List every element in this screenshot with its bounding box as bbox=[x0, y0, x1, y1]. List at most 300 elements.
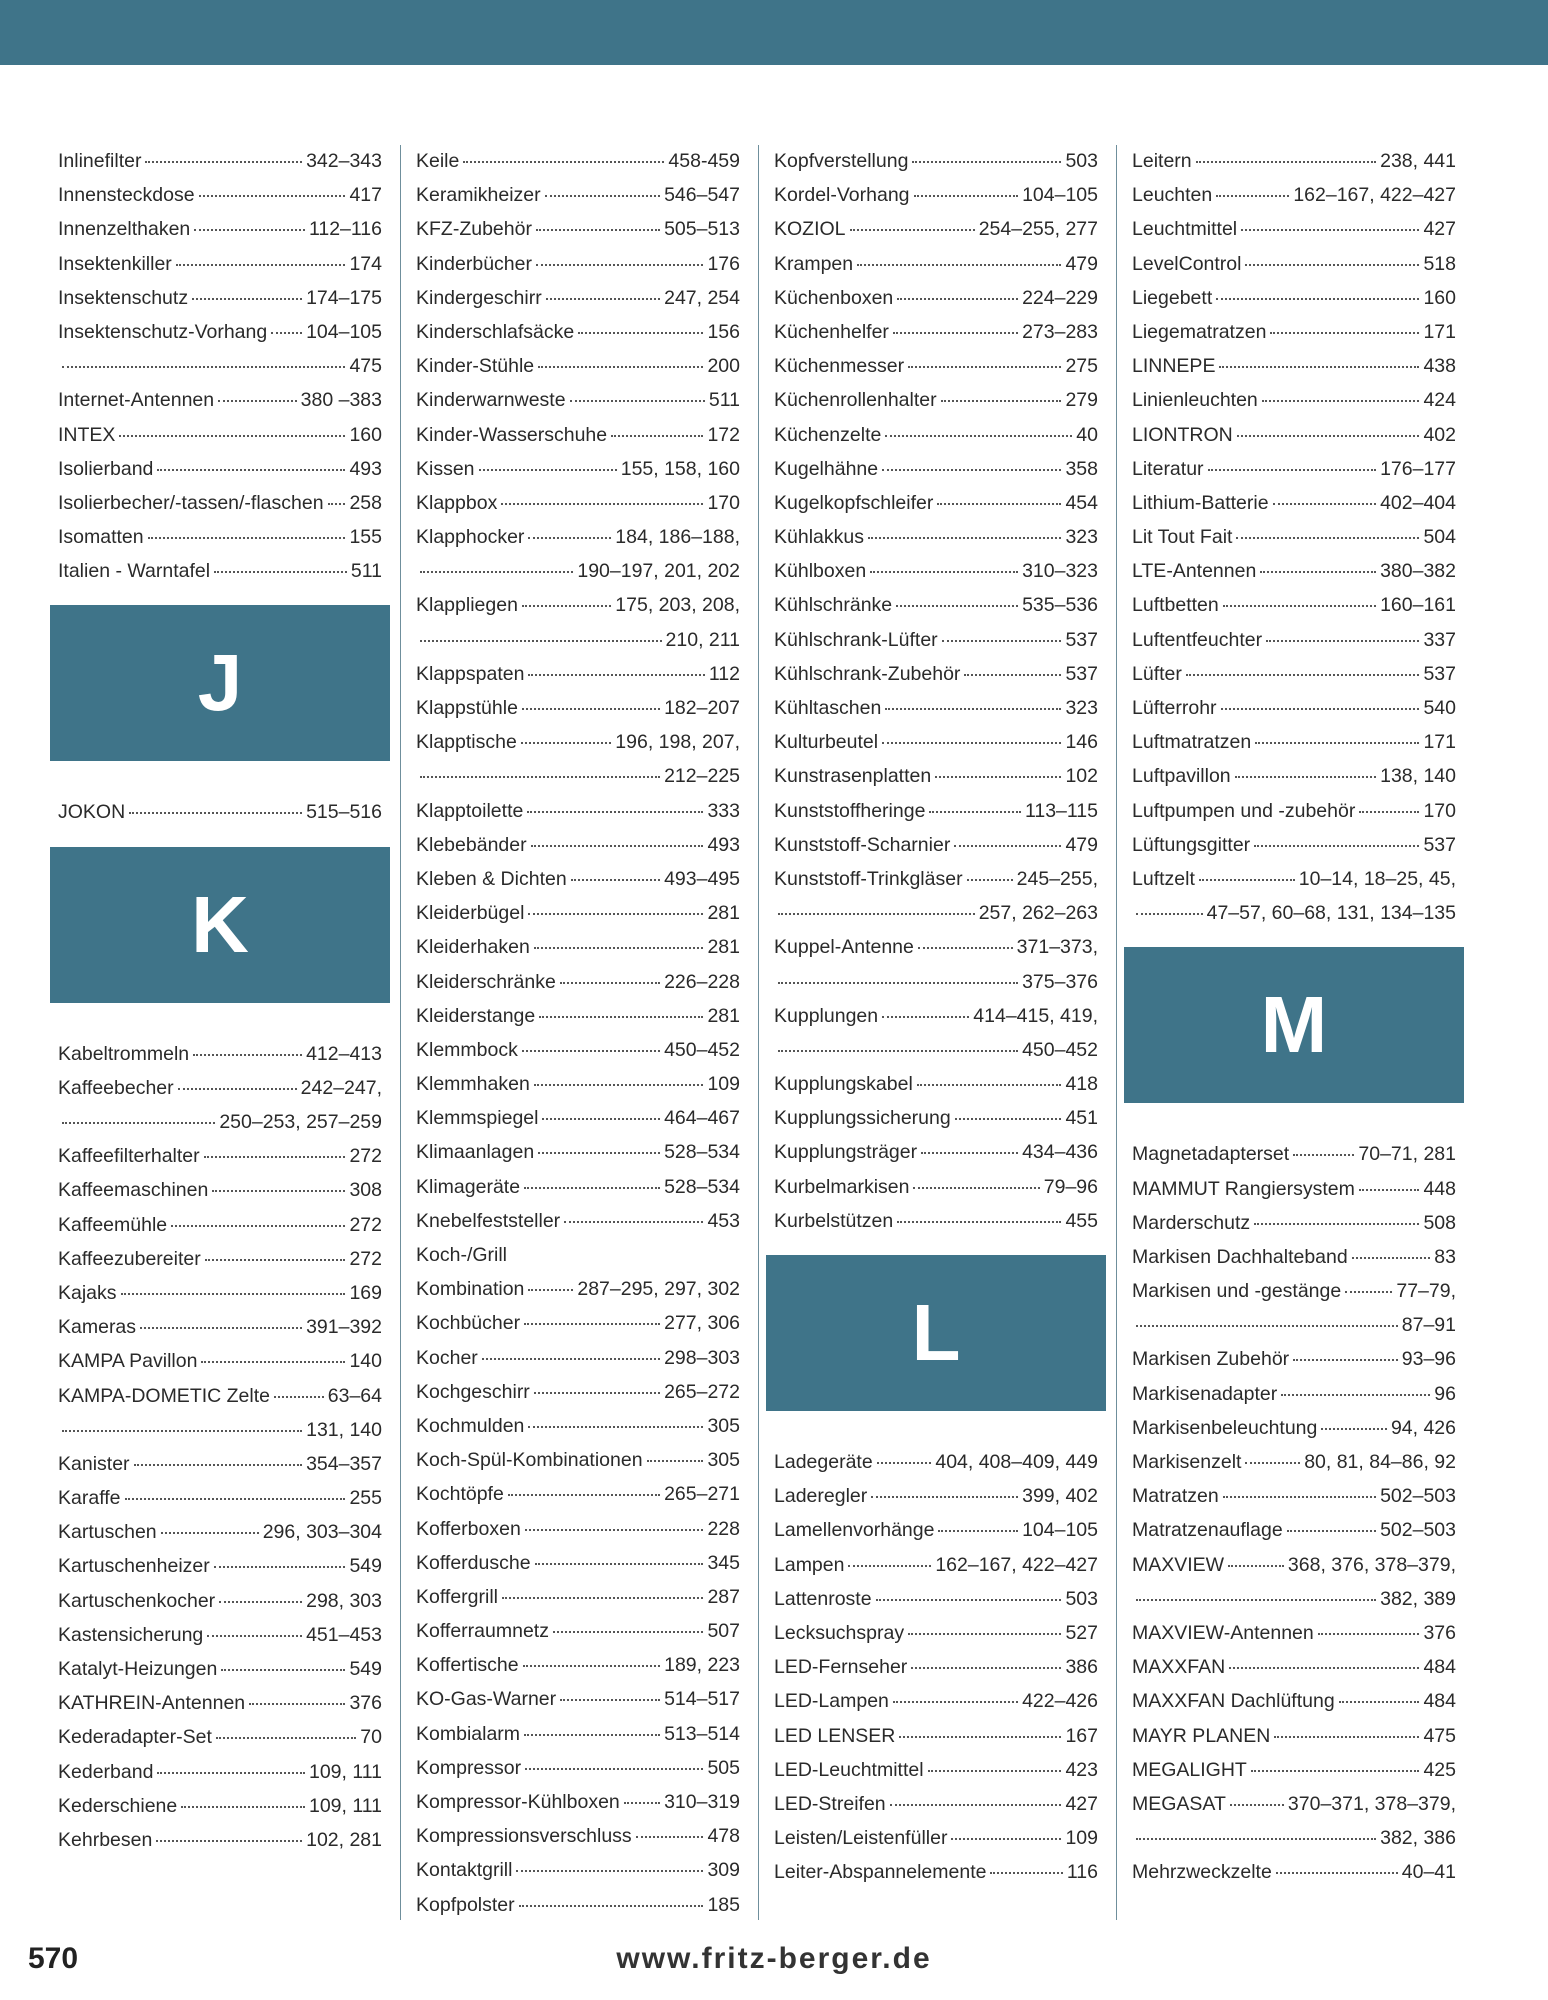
dot-leader bbox=[140, 1326, 302, 1329]
section-letter-k: K bbox=[50, 847, 390, 1003]
entry-pages: 484 bbox=[1423, 1656, 1456, 1679]
entry-term: Leuchten bbox=[1132, 184, 1213, 207]
entry-term: Klemmbock bbox=[416, 1038, 518, 1061]
entry-term: KOZIOL bbox=[774, 218, 846, 241]
entry-pages: 527 bbox=[1065, 1621, 1098, 1644]
entry-term: Luftpavillon bbox=[1132, 765, 1231, 788]
column-divider bbox=[1116, 145, 1117, 1920]
entry-pages: 417 bbox=[349, 184, 382, 207]
dot-leader bbox=[1345, 1290, 1392, 1293]
entry-term: LTE-Antennen bbox=[1132, 560, 1257, 583]
index-entry bbox=[50, 178, 390, 212]
entry-term: Luftmatratzen bbox=[1132, 731, 1252, 754]
dot-leader bbox=[62, 1121, 215, 1124]
index-entry bbox=[766, 418, 1106, 452]
dot-leader bbox=[951, 1837, 1061, 1840]
index-entry bbox=[50, 1549, 390, 1583]
entry-term: Kartuschenkocher bbox=[58, 1589, 216, 1612]
index-entry bbox=[1124, 349, 1464, 383]
dot-leader bbox=[1136, 1598, 1376, 1601]
entry-pages: 371–373, bbox=[1016, 936, 1098, 959]
dot-leader bbox=[1262, 399, 1420, 402]
entry-pages: 47–57, 60–68, 131, 134–135 bbox=[1206, 902, 1456, 925]
entry-term: Kühlschrank-Zubehör bbox=[774, 662, 961, 685]
entry-pages: 537 bbox=[1423, 833, 1456, 856]
index-entry bbox=[766, 623, 1106, 657]
dot-leader bbox=[1359, 1188, 1420, 1191]
index-entry bbox=[50, 1208, 390, 1242]
dot-leader bbox=[534, 946, 704, 949]
entry-pages: 279 bbox=[1065, 389, 1098, 412]
section-letter-l: L bbox=[766, 1255, 1106, 1411]
entry-term: Klapptische bbox=[416, 731, 517, 754]
entry-term: Kehrbesen bbox=[58, 1828, 153, 1851]
entry-term: Kartuschenheizer bbox=[58, 1555, 210, 1578]
dot-leader bbox=[199, 194, 346, 197]
index-entry bbox=[50, 554, 390, 588]
entry-term: Kochmulden bbox=[416, 1414, 525, 1437]
entry-pages: 113–115 bbox=[1024, 799, 1098, 822]
dot-leader bbox=[201, 1360, 345, 1363]
index-entry bbox=[766, 1821, 1106, 1855]
index-entry bbox=[1124, 1172, 1464, 1206]
entry-pages: 448 bbox=[1423, 1177, 1456, 1200]
dot-leader bbox=[542, 1117, 660, 1120]
index-entry bbox=[408, 1477, 748, 1511]
index-entry bbox=[766, 1719, 1106, 1753]
index-entry bbox=[408, 828, 748, 862]
index-entry bbox=[408, 794, 748, 828]
entry-term: Kulturbeutel bbox=[774, 731, 879, 754]
entry-term: Koffertische bbox=[416, 1654, 519, 1677]
index-entry bbox=[50, 1344, 390, 1378]
index-entry bbox=[408, 1546, 748, 1580]
dot-leader bbox=[420, 775, 660, 778]
entry-term: Kompressor bbox=[416, 1756, 522, 1779]
entry-term: Kabeltrommeln bbox=[58, 1042, 190, 1065]
entry-term: Kartuschen bbox=[58, 1521, 157, 1544]
entry-term: Leitern bbox=[1132, 150, 1192, 172]
entry-term: Kinderbücher bbox=[416, 252, 532, 275]
dot-leader bbox=[1254, 1222, 1419, 1225]
entry-term: Liegebett bbox=[1132, 286, 1213, 309]
index-entry bbox=[1124, 828, 1464, 862]
entry-pages: 155, 158, 160 bbox=[620, 457, 740, 480]
entry-pages: 537 bbox=[1065, 628, 1098, 651]
entry-pages: 518 bbox=[1423, 252, 1456, 275]
entry-pages: 155 bbox=[349, 526, 382, 549]
entry-pages: 479 bbox=[1065, 252, 1098, 275]
dot-leader bbox=[935, 775, 1061, 778]
dot-leader bbox=[1236, 536, 1419, 539]
index-entry bbox=[766, 281, 1106, 315]
index-entry bbox=[408, 1785, 748, 1819]
dot-leader bbox=[1216, 194, 1289, 197]
entry-term: Marderschutz bbox=[1132, 1211, 1251, 1234]
index-entry bbox=[408, 520, 748, 554]
entry-pages: 70 bbox=[360, 1726, 382, 1749]
entry-pages: 255 bbox=[349, 1487, 382, 1510]
entry-term: Kühlboxen bbox=[774, 560, 867, 583]
entry-pages: 109, 111 bbox=[308, 1794, 382, 1817]
dot-leader bbox=[778, 912, 975, 915]
dot-leader bbox=[1235, 775, 1376, 778]
entry-pages: 493 bbox=[349, 457, 382, 480]
index-entry bbox=[1124, 1342, 1464, 1376]
entry-term: Kugelhähne bbox=[774, 457, 879, 480]
column-divider bbox=[758, 145, 759, 1920]
index-entry bbox=[766, 1684, 1106, 1718]
entry-pages: 265–272 bbox=[664, 1380, 740, 1403]
index-entry bbox=[766, 1787, 1106, 1821]
entry-term: Lecksuchspray bbox=[774, 1621, 905, 1644]
entry-term: JOKON bbox=[58, 801, 126, 824]
entry-pages: 281 bbox=[707, 1004, 740, 1027]
entry-pages: 422–426 bbox=[1022, 1690, 1098, 1713]
index-entry bbox=[1124, 759, 1464, 793]
index-entry bbox=[408, 1101, 748, 1135]
index-entry bbox=[766, 520, 1106, 554]
dot-leader bbox=[121, 1292, 346, 1295]
entry-term: Markisenzelt bbox=[1132, 1451, 1242, 1473]
entry-pages: 160 bbox=[349, 423, 382, 446]
entry-pages: 425 bbox=[1423, 1758, 1456, 1781]
index-entry bbox=[50, 212, 390, 246]
entry-pages: 507 bbox=[707, 1620, 740, 1643]
entry-pages: 104–105 bbox=[1022, 184, 1098, 207]
entry-term: Internet-Antennen bbox=[58, 389, 215, 412]
entry-pages: 342–343 bbox=[306, 150, 382, 172]
entry-pages: 528–534 bbox=[664, 1141, 740, 1164]
entry-term: LINNEPE bbox=[1132, 355, 1216, 378]
dot-leader bbox=[546, 297, 660, 300]
index-entry bbox=[50, 1481, 390, 1515]
entry-term: MAXVIEW bbox=[1132, 1553, 1225, 1576]
index-entry bbox=[766, 1855, 1106, 1889]
entry-term: KAMPA-DOMETIC Zelte bbox=[58, 1384, 270, 1407]
entry-term: LED-Lampen bbox=[774, 1690, 889, 1713]
entry-pages: 505–513 bbox=[664, 218, 740, 241]
index-entry bbox=[50, 1823, 390, 1857]
entry-pages: 464–467 bbox=[664, 1107, 740, 1130]
dot-leader bbox=[522, 1049, 660, 1052]
index-entry bbox=[50, 1515, 390, 1549]
entry-pages: 535–536 bbox=[1022, 594, 1098, 617]
dot-leader bbox=[156, 1839, 302, 1842]
entry-pages: 162–167, 422–427 bbox=[935, 1553, 1098, 1576]
entry-pages: 375–376 bbox=[1022, 970, 1098, 993]
entry-term: Kugelkopfschleifer bbox=[774, 491, 934, 514]
index-entry bbox=[50, 281, 390, 315]
dot-leader bbox=[850, 228, 975, 231]
dot-leader bbox=[954, 844, 1061, 847]
dot-leader bbox=[539, 1015, 703, 1018]
index-entry bbox=[50, 1413, 390, 1447]
dot-leader bbox=[1223, 1495, 1376, 1498]
dot-leader bbox=[523, 1664, 660, 1667]
entry-pages: 247, 254 bbox=[664, 286, 740, 309]
entry-pages: 382, 386 bbox=[1380, 1827, 1456, 1850]
index-entry bbox=[766, 1204, 1106, 1238]
entry-pages: 258 bbox=[349, 491, 382, 514]
index-entry bbox=[766, 1067, 1106, 1101]
index-entry bbox=[1124, 144, 1464, 178]
dot-leader bbox=[129, 811, 302, 814]
entry-term: LED-Leuchtmittel bbox=[774, 1758, 924, 1781]
dot-leader bbox=[1276, 1871, 1398, 1874]
entry-term: INTEX bbox=[58, 423, 116, 446]
dot-leader bbox=[1251, 1769, 1420, 1772]
entry-pages: 277, 306 bbox=[664, 1312, 740, 1335]
index-entry bbox=[50, 1276, 390, 1310]
entry-pages: 414–415, 419, bbox=[973, 1004, 1098, 1027]
dot-leader bbox=[531, 844, 704, 847]
entry-pages: 70–71, 281 bbox=[1358, 1143, 1456, 1166]
index-entry bbox=[1124, 1821, 1464, 1855]
dot-leader bbox=[1216, 297, 1419, 300]
index-entry bbox=[50, 1071, 390, 1105]
dot-leader bbox=[420, 639, 662, 642]
entry-term: Kühltaschen bbox=[774, 697, 882, 719]
entry-pages: 305 bbox=[707, 1449, 740, 1472]
index-entry bbox=[50, 486, 390, 520]
entry-term: Kopfpolster bbox=[416, 1893, 515, 1916]
entry-pages: 104–105 bbox=[306, 320, 382, 343]
top-banner bbox=[0, 0, 1548, 65]
entry-pages: 493–495 bbox=[664, 867, 740, 890]
dot-leader bbox=[1245, 1461, 1300, 1464]
index-entry bbox=[408, 1238, 748, 1272]
entry-pages: 80, 81, 84–86, 92 bbox=[1304, 1451, 1456, 1473]
index-entry bbox=[408, 725, 748, 759]
entry-pages: 503 bbox=[1065, 1587, 1098, 1610]
entry-pages: 210, 211 bbox=[665, 628, 740, 651]
index-entry bbox=[1124, 896, 1464, 930]
dot-leader bbox=[193, 1053, 302, 1056]
index-entry bbox=[1124, 554, 1464, 588]
index-entry bbox=[50, 1755, 390, 1789]
entry-pages: 109, 111 bbox=[308, 1760, 382, 1783]
index-column-3 bbox=[766, 144, 1106, 1889]
dot-leader bbox=[535, 1562, 704, 1565]
entry-pages: 77–79, bbox=[1396, 1280, 1456, 1303]
index-entry bbox=[408, 1375, 748, 1409]
dot-leader bbox=[274, 1395, 324, 1398]
dot-leader bbox=[148, 536, 346, 539]
entry-pages: 287 bbox=[707, 1585, 740, 1608]
dot-leader bbox=[522, 707, 660, 710]
index-entry bbox=[766, 1135, 1106, 1169]
dot-leader bbox=[1223, 604, 1376, 607]
dot-leader bbox=[1270, 331, 1419, 334]
index-entry bbox=[408, 486, 748, 520]
entry-pages: 475 bbox=[1423, 1724, 1456, 1747]
entry-pages: 308 bbox=[349, 1179, 382, 1202]
entry-pages: 427 bbox=[1423, 218, 1456, 241]
dot-leader bbox=[897, 1220, 1061, 1223]
dot-leader bbox=[1352, 1256, 1431, 1259]
index-entry bbox=[766, 794, 1106, 828]
index-entry bbox=[766, 896, 1106, 930]
entry-term: Lattenroste bbox=[774, 1587, 872, 1610]
entry-pages: 171 bbox=[1423, 731, 1456, 754]
entry-term: Matratzenauflage bbox=[1132, 1519, 1283, 1542]
dot-leader bbox=[893, 331, 1018, 334]
dot-leader bbox=[882, 741, 1061, 744]
index-entry bbox=[408, 896, 748, 930]
index-entry bbox=[50, 1584, 390, 1618]
entry-pages: 549 bbox=[349, 1658, 382, 1680]
entry-pages: 380 –383 bbox=[300, 389, 382, 412]
dot-leader bbox=[1359, 810, 1419, 813]
index-entry bbox=[1124, 1719, 1464, 1753]
index-entry bbox=[1124, 1411, 1464, 1445]
index-entry bbox=[408, 965, 748, 999]
index-entry bbox=[50, 383, 390, 417]
entry-term: MAXXFAN Dachlüftung bbox=[1132, 1690, 1335, 1713]
entry-pages: 190–197, 201, 202 bbox=[577, 560, 740, 583]
index-entry bbox=[408, 212, 748, 246]
entry-pages: 502–503 bbox=[1380, 1485, 1456, 1508]
entry-pages: 382, 389 bbox=[1380, 1587, 1456, 1610]
entry-term: LIONTRON bbox=[1132, 423, 1233, 446]
entry-pages: 287–295, 297, 302 bbox=[577, 1278, 740, 1301]
dot-leader bbox=[157, 468, 345, 471]
dot-leader bbox=[912, 160, 1061, 163]
index-entry bbox=[50, 144, 390, 178]
entry-pages: 514–517 bbox=[664, 1688, 740, 1711]
entry-pages: 333 bbox=[707, 799, 740, 822]
entry-pages: 96 bbox=[1434, 1382, 1456, 1405]
dot-leader bbox=[528, 1425, 703, 1428]
index-entry bbox=[408, 383, 748, 417]
index-entry bbox=[766, 178, 1106, 212]
dot-leader bbox=[527, 810, 703, 813]
index-entry bbox=[408, 1306, 748, 1340]
entry-pages: 376 bbox=[349, 1692, 382, 1715]
index-entry bbox=[408, 1888, 748, 1922]
index-entry bbox=[766, 1753, 1106, 1787]
entry-pages: 102, 281 bbox=[306, 1828, 382, 1851]
dot-leader bbox=[955, 1117, 1062, 1120]
index-entry bbox=[1124, 247, 1464, 281]
entry-term: Kinder-Wasserschuhe bbox=[416, 423, 608, 446]
dot-leader bbox=[171, 1224, 345, 1227]
index-entry bbox=[408, 144, 748, 178]
entry-pages: 162–167, 422–427 bbox=[1293, 184, 1456, 207]
index-entry bbox=[408, 999, 748, 1033]
entry-term: Koch-/Grill bbox=[416, 1244, 508, 1266]
index-entry bbox=[1124, 1479, 1464, 1513]
entry-pages: 93–96 bbox=[1401, 1348, 1456, 1371]
entry-term: Kofferdusche bbox=[416, 1551, 531, 1574]
entry-term: Klemmspiegel bbox=[416, 1107, 539, 1130]
index-entry bbox=[408, 1033, 748, 1067]
dot-leader bbox=[119, 434, 345, 437]
index-entry bbox=[408, 247, 748, 281]
dot-leader bbox=[536, 228, 660, 231]
entry-term: Kupplungsträger bbox=[774, 1141, 918, 1164]
entry-pages: 345 bbox=[707, 1551, 740, 1574]
dot-leader bbox=[1281, 1393, 1430, 1396]
entry-pages: 102 bbox=[1065, 765, 1098, 788]
entry-pages: 189, 223 bbox=[664, 1654, 740, 1677]
index-entry bbox=[766, 1479, 1106, 1513]
entry-pages: 140 bbox=[349, 1350, 382, 1373]
entry-term: Keile bbox=[416, 150, 460, 172]
dot-leader bbox=[328, 502, 346, 505]
entry-term: Lüfterrohr bbox=[1132, 697, 1217, 719]
entry-term: Lüftungsgitter bbox=[1132, 833, 1251, 856]
index-entry bbox=[1124, 418, 1464, 452]
index-entry bbox=[1124, 383, 1464, 417]
entry-pages: 272 bbox=[349, 1145, 382, 1168]
index-entry bbox=[408, 623, 748, 657]
entry-term: Kastensicherung bbox=[58, 1623, 204, 1646]
entry-term: Kühlakkus bbox=[774, 526, 864, 549]
index-entry bbox=[408, 1512, 748, 1546]
entry-pages: 170 bbox=[1423, 799, 1456, 822]
entry-pages: 298, 303 bbox=[306, 1589, 382, 1612]
index-entry bbox=[766, 349, 1106, 383]
entry-pages: 273–283 bbox=[1022, 320, 1098, 343]
entry-term: Insektenschutz-Vorhang bbox=[58, 320, 268, 343]
entry-term: Kupplungen bbox=[774, 1004, 879, 1027]
dot-leader bbox=[1208, 468, 1377, 471]
dot-leader bbox=[1274, 1735, 1419, 1738]
entry-term: Kleben & Dichten bbox=[416, 867, 567, 890]
entry-term: Magnetadapterset bbox=[1132, 1143, 1290, 1166]
entry-pages: 450–452 bbox=[664, 1038, 740, 1061]
index-entry bbox=[766, 1548, 1106, 1582]
entry-term: Luftpumpen und -zubehör bbox=[1132, 799, 1356, 822]
index-entry bbox=[408, 1170, 748, 1204]
index-entry bbox=[1124, 486, 1464, 520]
dot-leader bbox=[1136, 1324, 1398, 1327]
entry-term: Karaffe bbox=[58, 1487, 121, 1510]
dot-leader bbox=[524, 1322, 660, 1325]
dot-leader bbox=[778, 1049, 1018, 1052]
dot-leader bbox=[570, 399, 705, 402]
index-entry bbox=[1124, 862, 1464, 896]
index-entry bbox=[408, 759, 748, 793]
entry-pages: 160–161 bbox=[1380, 594, 1456, 617]
entry-pages: 170 bbox=[707, 491, 740, 514]
entry-term: Kameras bbox=[58, 1316, 137, 1339]
entry-pages: 169 bbox=[349, 1281, 382, 1304]
index-entry bbox=[1124, 212, 1464, 246]
dot-leader bbox=[522, 604, 611, 607]
dot-leader bbox=[868, 536, 1061, 539]
dot-leader bbox=[176, 263, 346, 266]
index-entry bbox=[1124, 691, 1464, 725]
entry-pages: 310–323 bbox=[1022, 560, 1098, 583]
dot-leader bbox=[882, 1015, 969, 1018]
dot-leader bbox=[929, 810, 1021, 813]
entry-term: Kordel-Vorhang bbox=[774, 184, 910, 207]
dot-leader bbox=[1273, 502, 1377, 505]
entry-pages: 450–452 bbox=[1022, 1038, 1098, 1061]
dot-leader bbox=[571, 878, 660, 881]
index-entry bbox=[1124, 178, 1464, 212]
entry-term: Kleiderstange bbox=[416, 1004, 536, 1027]
index-entry bbox=[408, 862, 748, 896]
entry-term: Klapphocker bbox=[416, 526, 525, 549]
entry-term: Klappstühle bbox=[416, 697, 518, 719]
entry-pages: 386 bbox=[1065, 1656, 1098, 1679]
dot-leader bbox=[885, 707, 1061, 710]
entry-term: LED-Fernseher bbox=[774, 1656, 908, 1679]
